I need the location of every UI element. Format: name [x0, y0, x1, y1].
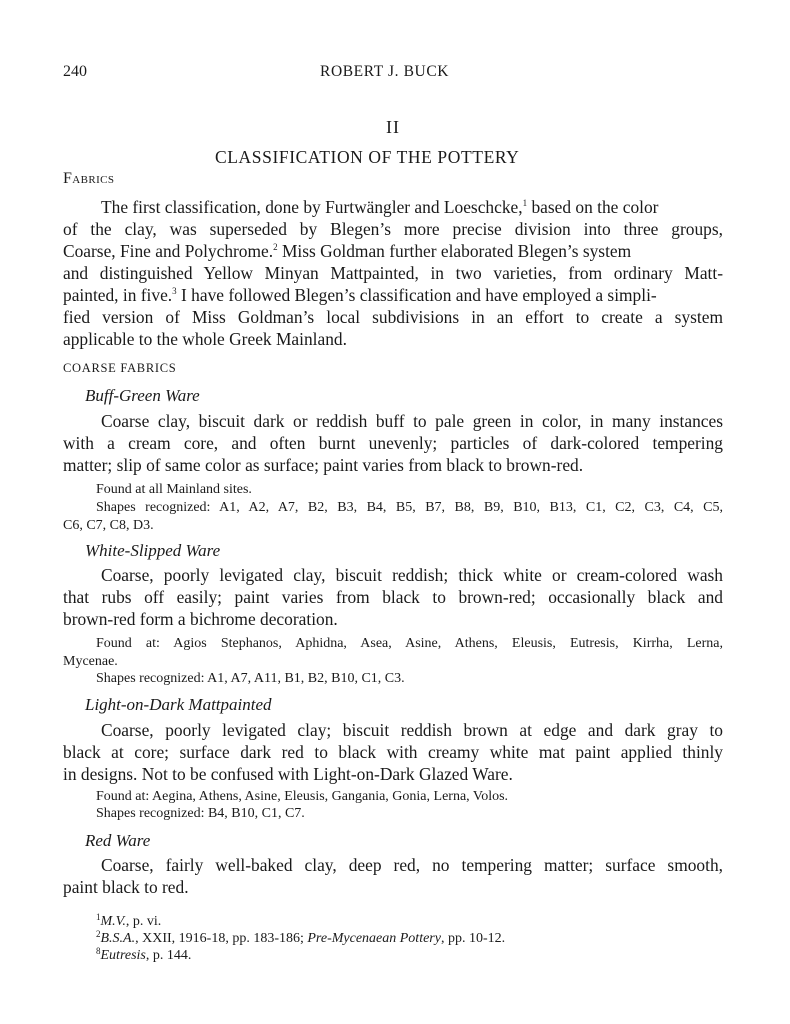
found-at-cont: Mycenae.	[63, 654, 118, 669]
chapter-title: CLASSIFICATION OF THE POTTERY	[215, 147, 520, 167]
para-line: Coarse, poorly levigated clay; biscuit reddish brown at edge and dark gray to	[101, 720, 723, 740]
para-line: paint black to red.	[63, 877, 189, 897]
section-heading-fabrics: Fabrics	[63, 170, 115, 187]
footnote-1: $^1$M.V., p. vi.	[96, 912, 162, 929]
ware-title-light-on-dark: Light-on-Dark Mattpainted	[85, 695, 272, 714]
para-line: with a cream core, and often burnt unevenly; particles of dark-colored tempering	[63, 433, 723, 453]
para-line: black at core; surface dark red to black with creamy white mat paint applied thinly	[63, 742, 723, 762]
page-number: 240	[63, 63, 87, 80]
para-line: fied version of Miss Goldman’s local subdivisions in an effort to create a system	[63, 307, 723, 327]
ware-title-red-ware: Red Ware	[85, 831, 151, 850]
para-line: Coarse, fairly well-baked clay, deep red, no tempering matter; surface smooth,	[101, 855, 723, 875]
section-heading-coarse: COARSE FABRICS	[63, 361, 177, 375]
para-line: painted, in five.$^3$ I have followed Blegen’s classification and have employed a simpli-	[63, 285, 657, 305]
para-line: The first classification, done by Furtwängler and Loeschcke,$^1$ based on the color	[101, 197, 659, 217]
para-line: Coarse, Fine and Polychrome.$^2$ Miss Goldman further elaborated Blegen’s system	[63, 241, 632, 261]
para-line: and distinguished Yellow Minyan Mattpainted, in two varieties, from ordinary Matt-	[63, 263, 723, 283]
part-number: II	[386, 117, 400, 137]
para-line: brown-red form a bichrome decoration.	[63, 609, 338, 629]
para-line: Coarse, poorly levigated clay, biscuit reddish; thick white or cream-colored wash	[101, 565, 723, 585]
found-at: Found at: Agios Stephanos, Aphidna, Asea, Asine, Athens, Eleusis, Eutresis, Kirrha, Lerna,	[96, 636, 723, 651]
shapes-recognized: Shapes recognized: B4, B10, C1, C7.	[96, 806, 305, 821]
shapes-recognized: Shapes recognized: A1, A2, A7, B2, B3, B4, B5, B7, B8, B9, B10, B13, C1, C2, C3, C4, C5,	[96, 500, 723, 515]
found-at: Found at: Aegina, Athens, Asine, Eleusis, Gangania, Gonia, Lerna, Volos.	[96, 789, 509, 804]
para-line: Coarse clay, biscuit dark or reddish buff to pale green in color, in many instances	[101, 411, 723, 431]
found-at: Found at all Mainland sites.	[96, 482, 252, 497]
ware-title-white-slipped: White-Slipped Ware	[85, 541, 221, 560]
shapes-recognized: Shapes recognized: A1, A7, A11, B1, B2, B10, C1, C3.	[96, 671, 405, 686]
ware-title-buff-green: Buff-Green Ware	[85, 386, 200, 405]
para-line: matter; slip of same color as surface; paint varies from black to brown-red.	[63, 455, 584, 475]
footnote-2: $^2$B.S.A., XXII, 1916-18, pp. 183-186; Pre-Mycenaean Pottery, pp. 10-12.	[96, 929, 506, 946]
para-line: in designs. Not to be confused with Light-on-Dark Glazed Ware.	[63, 764, 513, 784]
para-line: that rubs off easily; paint varies from black to brown-red; occasionally black and	[63, 587, 723, 607]
footnote-3: $^8$Eutresis, p. 144.	[96, 946, 192, 963]
running-head: ROBERT J. BUCK	[320, 63, 450, 80]
para-line: of the clay, was superseded by Blegen’s more precise division into three groups,	[63, 219, 723, 239]
para-line: applicable to the whole Greek Mainland.	[63, 329, 347, 349]
shapes-recognized-cont: C6, C7, C8, D3.	[63, 518, 154, 533]
